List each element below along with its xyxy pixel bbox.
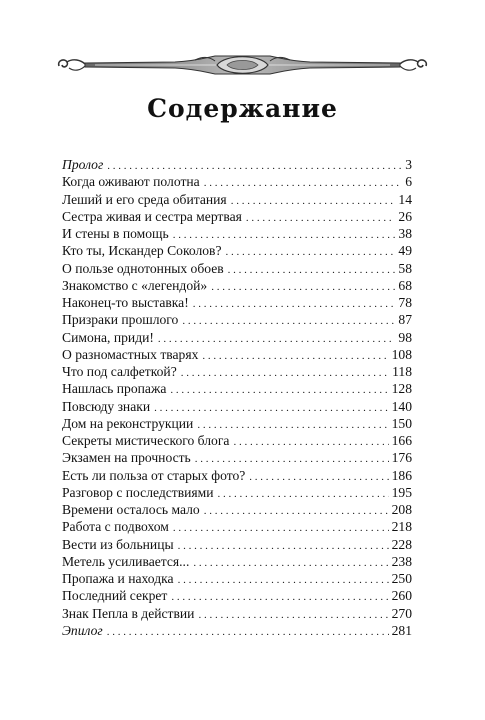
toc-entry-page: 195 [391, 484, 412, 500]
toc-entry-title: Знакомство с «легендой» [62, 277, 208, 293]
toc-entry-page: 26 [398, 208, 412, 224]
toc-leader-dots [178, 572, 389, 589]
toc-entry-page: 78 [398, 295, 412, 310]
toc-entry [62, 173, 412, 190]
toc-entry-title: Есть ли польза от старых фото? [62, 467, 246, 483]
toc-entry [62, 363, 412, 380]
contents-heading: Содержание [147, 94, 338, 123]
toc-leader-dots [211, 279, 395, 296]
toc-entry-title: Симона, приди! [62, 329, 154, 345]
toc-entry-page: 228 [391, 536, 412, 552]
toc-entry-title: Сестра живая и сестра мертвая [62, 208, 242, 224]
toc-entry-title: Экзамен на прочность [62, 450, 191, 466]
toc-entry-title: Что под салфеткой? [62, 364, 177, 379]
toc-leader-dots [173, 520, 389, 537]
toc-entry-page: 218 [391, 519, 412, 535]
toc-entry-page: 281 [391, 622, 412, 638]
toc-entry-page: 68 [398, 277, 412, 293]
toc-entry [62, 277, 412, 294]
toc-entry [62, 587, 412, 604]
toc-entry [62, 467, 412, 484]
toc-entry-title: Пролог [62, 157, 104, 172]
toc-leader-dots [233, 434, 388, 451]
toc-entry-title: Вести из больницы [62, 536, 174, 552]
toc-entry-page: 108 [391, 346, 412, 362]
toc-entry-title: Кто ты, Искандер Соколов? [62, 243, 222, 259]
toc-entry-page: 238 [391, 553, 412, 569]
toc-entry-title: Призраки прошлого [62, 312, 179, 328]
toc-entry [62, 484, 412, 501]
toc-entry-title: Повсюду знаки [62, 398, 151, 414]
toc-entry-page: 49 [398, 243, 412, 259]
toc-entry-title: Когда оживают полотна [62, 174, 200, 190]
toc-leader-dots [178, 538, 389, 555]
toc-entry [62, 553, 412, 570]
toc-leader-dots [171, 589, 388, 606]
toc-leader-dots [204, 175, 403, 192]
toc-entry-page: 250 [391, 571, 412, 586]
toc-leader-dots [170, 382, 388, 399]
toc-entry-title: Времени осталось мало [62, 502, 200, 517]
toc-entry [62, 329, 412, 346]
toc-leader-dots [249, 469, 388, 486]
toc-entry-title: Эпилог [62, 622, 103, 638]
toc-leader-dots [198, 607, 388, 624]
toc-entry [62, 242, 412, 259]
toc-leader-dots [228, 262, 396, 279]
toc-leader-dots [193, 296, 396, 313]
toc-entry-page: 14 [398, 191, 412, 207]
toc-entry-page: 166 [391, 433, 412, 448]
toc-leader-dots [202, 348, 388, 365]
toc-entry [62, 208, 412, 225]
toc-entry-title: Наконец-то выставка! [62, 295, 189, 310]
toc-entry [62, 415, 412, 432]
toc-entry-page: 87 [398, 312, 412, 328]
toc-entry-title: Разговор с последствиями [62, 484, 214, 500]
toc-entry-page: 3 [405, 157, 412, 172]
toc-leader-dots [181, 365, 389, 382]
toc-leader-dots [193, 555, 388, 572]
toc-entry-title: Леший и его среда обитания [62, 191, 227, 207]
toc-entry-title: Нашлась пропажа [62, 381, 167, 397]
toc-entry-title: Знак Пепла в действии [62, 605, 195, 621]
decorative-divider-ornament [55, 50, 430, 80]
toc-entry-title: Работа с подвохом [62, 519, 169, 535]
toc-entry-page: 270 [391, 605, 412, 621]
toc-entry-title: О пользе однотонных обоев [62, 260, 224, 276]
toc-entry [62, 432, 412, 449]
toc-entry-page: 6 [405, 174, 412, 190]
toc-entry [62, 380, 412, 397]
toc-entry-page: 118 [392, 364, 412, 379]
toc-entry [62, 191, 412, 208]
toc-entry [62, 518, 412, 535]
toc-entry-page: 186 [391, 467, 412, 483]
toc-entry [62, 294, 412, 311]
toc-leader-dots [246, 210, 396, 227]
toc-entry [62, 311, 412, 328]
toc-entry [62, 225, 412, 242]
toc-entry-page: 208 [391, 502, 412, 517]
toc-entry [62, 605, 412, 622]
toc-leader-dots [226, 244, 396, 261]
toc-entry-page: 58 [398, 260, 412, 276]
toc-entry-page: 176 [391, 450, 412, 466]
toc-entry-page: 260 [391, 588, 412, 604]
toc-entry [62, 449, 412, 466]
toc-leader-dots [231, 193, 396, 210]
toc-entry [62, 536, 412, 553]
toc-entry-page: 150 [391, 415, 412, 431]
toc-entry [62, 346, 412, 363]
toc-entry-title: Пропажа и находка [62, 571, 174, 586]
toc-entry-page: 38 [398, 226, 412, 241]
toc-entry [62, 570, 412, 587]
table-of-contents [62, 156, 412, 639]
toc-entry-title: И стены в помощь [62, 226, 169, 241]
toc-entry-page: 98 [398, 329, 412, 345]
toc-entry-title: Дом на реконструкции [62, 415, 194, 431]
toc-entry [62, 622, 412, 639]
toc-leader-dots [107, 624, 389, 641]
toc-entry [62, 260, 412, 277]
toc-entry-title: О разномастных тварях [62, 346, 199, 362]
toc-leader-dots [182, 313, 395, 330]
toc-entry [62, 501, 412, 518]
toc-entry-title: Секреты мистического блога [62, 433, 230, 448]
toc-entry [62, 398, 412, 415]
toc-leader-dots [204, 503, 389, 520]
toc-entry-page: 140 [391, 398, 412, 414]
toc-entry-title: Метель усиливается... [62, 553, 190, 569]
toc-leader-dots [218, 486, 389, 503]
toc-entry-page: 128 [391, 381, 412, 397]
toc-entry [62, 156, 412, 173]
toc-entry-title: Последний секрет [62, 588, 168, 604]
